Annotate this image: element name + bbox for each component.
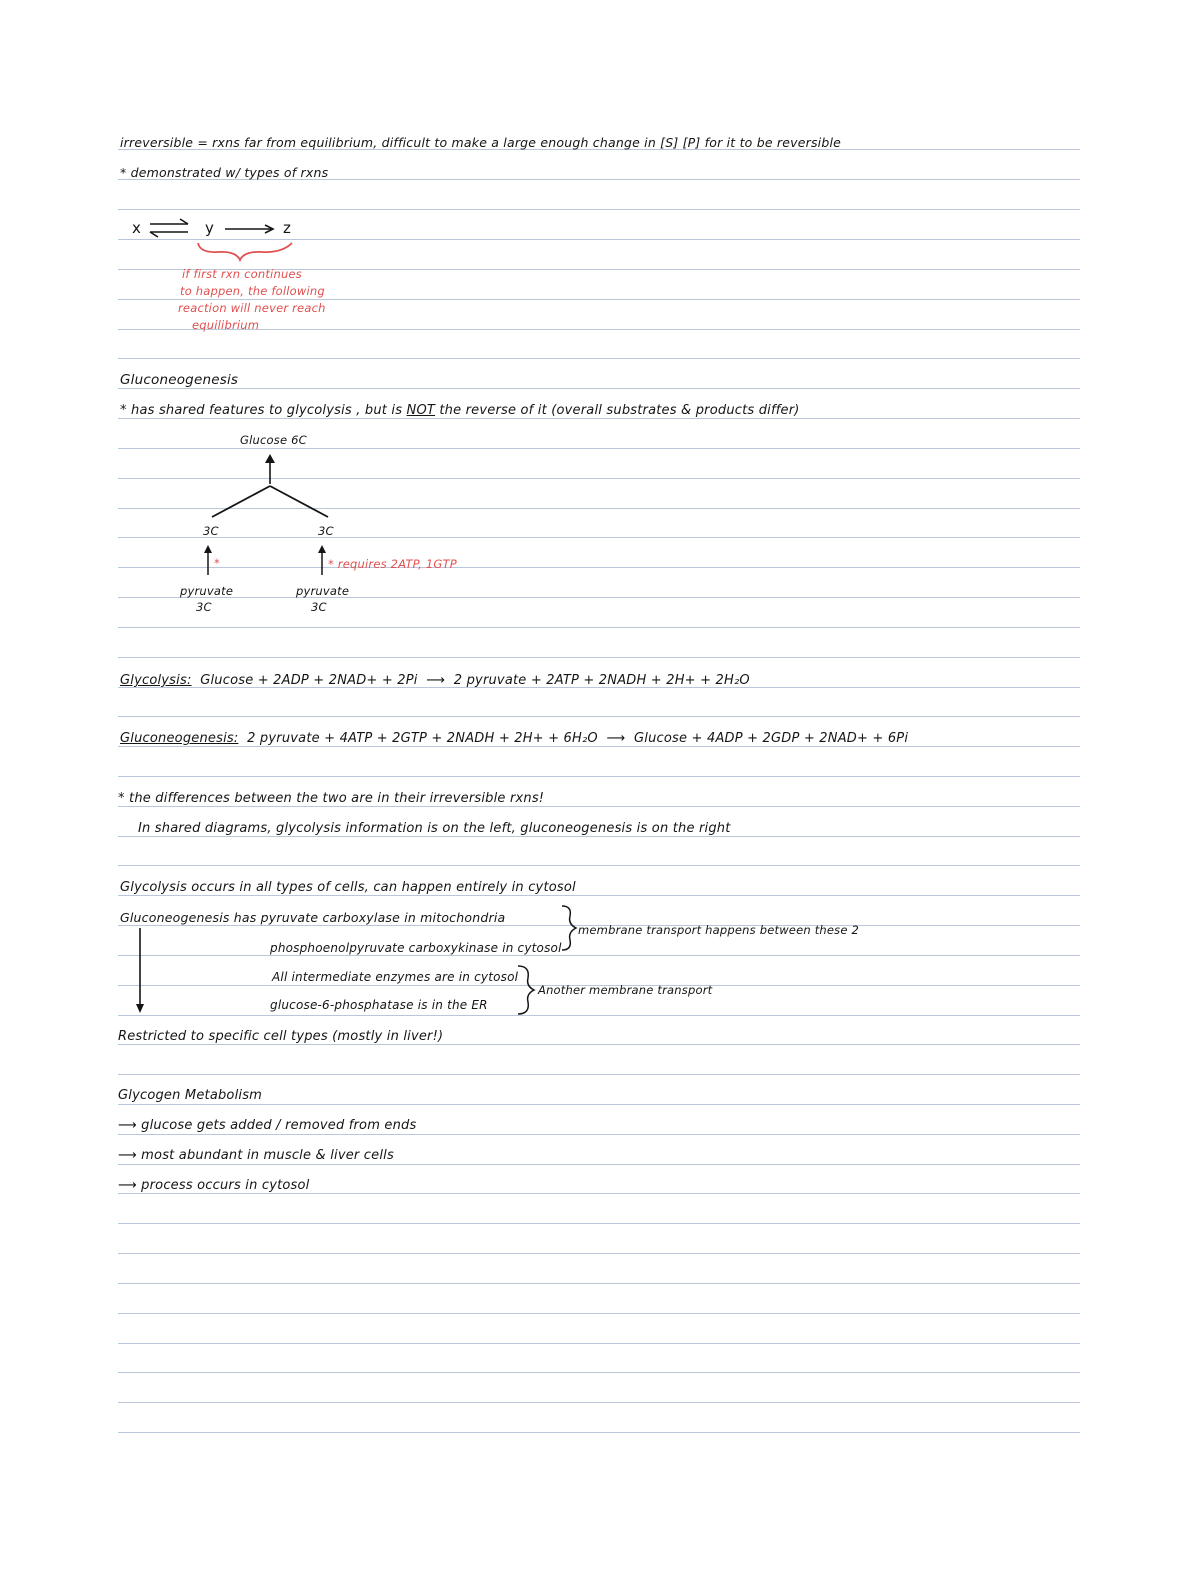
gluco-location-1: Gluconeogenesis has pyruvate carboxylase in mitochondria	[120, 910, 506, 925]
brace-2-note: Another membrane transport	[538, 983, 713, 997]
rule-line	[118, 1402, 1080, 1403]
brace-1-note: membrane transport happens between these 2	[578, 923, 860, 937]
glycogen-item-3-text: process occurs in cytosol	[141, 1178, 310, 1193]
rule-line	[118, 1372, 1080, 1373]
rule-line	[118, 1164, 1080, 1165]
glycogen-item-2	[118, 1148, 394, 1164]
glycogen-item-2-arrow: ⟶	[118, 1148, 142, 1163]
brace-1	[562, 906, 576, 950]
rule-line	[118, 1104, 1080, 1105]
glycogen-item-3	[118, 1178, 310, 1194]
glycolysis-location: Glycolysis occurs in all types of cells, can happen entirely in cytosol	[120, 880, 576, 895]
reaction-z-label: z	[283, 219, 292, 237]
glycogen-item-1	[118, 1118, 416, 1134]
left-pyruvate-carbons: 3C	[196, 600, 212, 614]
glycogen-item-2-text: most abundant in muscle & liver cells	[141, 1148, 394, 1163]
left-red-star: *	[214, 556, 220, 570]
gluco-location-3: All intermediate enzymes are in cytosol	[272, 970, 519, 984]
right-pyruvate-carbons: 3C	[311, 600, 327, 614]
gluco-location-2: phosphoenolpyruvate carboxykinase in cytosol	[270, 941, 562, 955]
red-note-line-1: if first rxn continues	[182, 267, 302, 281]
glycolysis-eq-label: Glycolysis:	[120, 673, 192, 688]
intro-not: NOT	[406, 403, 436, 418]
glycogen-item-1-arrow: ⟶	[118, 1118, 142, 1133]
brace-2	[518, 966, 534, 1014]
irreversible-demo-note: * demonstrated w/ types of rxns	[120, 165, 329, 180]
right-pyruvate-label: pyruvate	[296, 584, 350, 598]
red-note-line-2: to happen, the following	[180, 284, 325, 298]
restricted-cell-types: Restricted to specific cell types (mostly in liver!)	[118, 1029, 444, 1044]
rule-line	[118, 1432, 1080, 1433]
gluconeo-eq-arrow: ⟶	[606, 731, 626, 746]
rule-line	[118, 1343, 1080, 1344]
rule-line	[118, 1313, 1080, 1314]
differences-line-1: * the differences between the two are in their irreversible rxns!	[118, 791, 545, 806]
intro-prefix: * has shared features to glycolysis , but is	[120, 403, 403, 418]
gluconeo-eq-label: Gluconeogenesis:	[120, 731, 239, 746]
rule-line	[118, 1283, 1080, 1284]
glycogen-heading: Glycogen Metabolism	[118, 1088, 263, 1103]
red-note-line-3: reaction will never reach	[178, 301, 326, 315]
restricted-down-arrow-head	[136, 1004, 144, 1013]
right-red-note: * requires 2ATP, 1GTP	[328, 557, 457, 571]
intro-suffix: the reverse of it (overall substrates & products differ)	[439, 403, 800, 418]
rule-line	[118, 1134, 1080, 1135]
gluconeo-eq-lhs: 2 pyruvate + 4ATP + 2GTP + 2NADH + 2H+ + 6H₂O	[247, 731, 598, 746]
reaction-x-label: x	[132, 219, 142, 237]
tree-left-node: 3C	[203, 524, 219, 538]
left-pyruvate-label: pyruvate	[180, 584, 234, 598]
rule-line	[118, 1253, 1080, 1254]
glycolysis-eq-arrow: ⟶	[426, 673, 446, 688]
tree-top-label: Glucose 6C	[240, 433, 307, 447]
red-note-line-4: equilibrium	[192, 318, 260, 332]
irreversible-definition: irreversible = rxns far from equilibrium, difficult to make a large enough change in [S] [P] for it to be reversible	[120, 135, 842, 150]
gluco-location-4: glucose-6-phosphatase is in the ER	[270, 998, 488, 1012]
glycolysis-eq-lhs: Glucose + 2ADP + 2NAD+ + 2Pi	[200, 673, 418, 688]
gluconeo-eq-rhs: Glucose + 4ADP + 2GDP + 2NAD+ + 6Pi	[634, 731, 909, 746]
gluconeogenesis-heading: Gluconeogenesis	[120, 372, 239, 388]
rule-line	[118, 1223, 1080, 1224]
differences-line-2: In shared diagrams, glycolysis information is on the left, gluconeogenesis is on the right	[138, 821, 731, 836]
reaction-y-label: y	[205, 219, 215, 237]
tree-right-node: 3C	[318, 524, 334, 538]
glycolysis-eq-rhs: 2 pyruvate + 2ATP + 2NADH + 2H+ + 2H₂O	[453, 673, 750, 688]
glycogen-item-3-arrow: ⟶	[118, 1178, 142, 1193]
glycogen-item-1-text: glucose gets added / removed from ends	[141, 1118, 417, 1133]
